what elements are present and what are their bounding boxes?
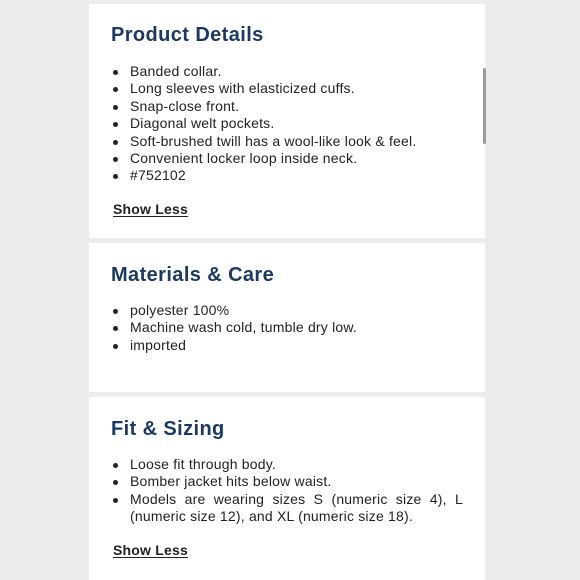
list-item: Long sleeves with elasticized cuffs. xyxy=(111,80,463,97)
list-item: polyester 100% xyxy=(111,302,463,319)
fit-sizing-section xyxy=(89,397,485,580)
list-item: Diagonal welt pockets. xyxy=(111,115,463,132)
list-item: imported xyxy=(111,337,463,354)
product-details-title: Product Details xyxy=(111,24,264,46)
list-item: Models are wearing sizes S (numeric size 4), L (numeric size 12), and XL (numeric size 18). xyxy=(111,491,463,526)
fit-sizing-show-less-link[interactable]: Show Less xyxy=(113,542,188,558)
vertical-scrollbar[interactable] xyxy=(483,68,486,144)
product-info-page xyxy=(89,0,485,580)
materials-care-title: Materials & Care xyxy=(111,264,275,286)
fit-sizing-title: Fit & Sizing xyxy=(111,418,225,440)
materials-care-list xyxy=(111,302,463,354)
product-details-list xyxy=(111,63,463,185)
materials-care-section xyxy=(89,243,485,392)
list-item: Convenient locker loop inside neck. xyxy=(111,150,463,167)
list-item: Snap-close front. xyxy=(111,98,463,115)
fit-sizing-list xyxy=(111,456,463,526)
product-details-show-less-link[interactable]: Show Less xyxy=(113,201,188,217)
list-item: Machine wash cold, tumble dry low. xyxy=(111,319,463,336)
list-item: Loose fit through body. xyxy=(111,456,463,473)
list-item: Bomber jacket hits below waist. xyxy=(111,473,463,490)
product-details-section xyxy=(89,4,485,238)
list-item: Soft-brushed twill has a wool-like look & feel. xyxy=(111,133,463,150)
list-item: Banded collar. xyxy=(111,63,463,80)
list-item: #752102 xyxy=(111,167,463,184)
